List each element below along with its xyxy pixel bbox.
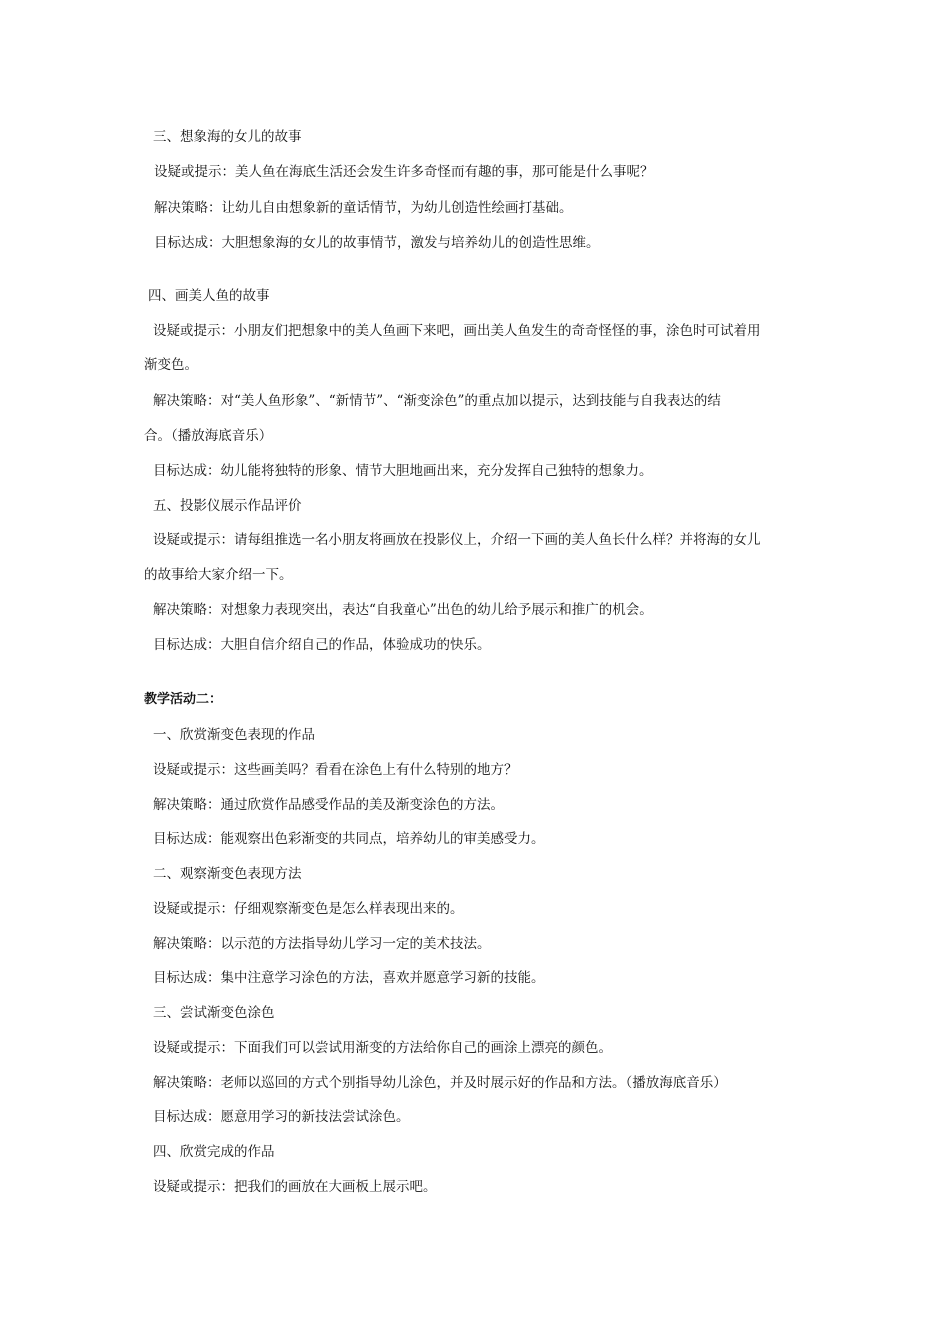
hint-text-continued: 渐变色。 (144, 357, 198, 373)
goal-text: 目标达成：愿意用学习的新技法尝试涂色。 (153, 1109, 410, 1125)
strategy-text: 解决策略：对“美人鱼形象”、“新情节”、“渐变涂色”的重点加以提示，达到技能与自我表达的结 (153, 393, 721, 409)
strategy-text: 解决策略：让幼儿自由想象新的童话情节，为幼儿创造性绘画打基础。 (154, 200, 573, 216)
activity-title: 教学活动二： (144, 692, 223, 707)
strategy-text: 解决策略：老师以巡回的方式个别指导幼儿涂色，并及时展示好的作品和方法。（播放海底音乐） (153, 1075, 727, 1091)
hint-text: 设疑或提示：小朋友们把想象中的美人鱼画下来吧，画出美人鱼发生的奇奇怪怪的事，涂色时可试着用 (153, 323, 761, 339)
section-heading: 二、观察渐变色表现方法 (153, 866, 302, 882)
section-heading: 五、投影仪展示作品评价 (153, 498, 302, 514)
hint-text-continued: 的故事给大家介绍一下。 (144, 567, 293, 583)
strategy-text-continued: 合。（播放海底音乐） (144, 428, 273, 444)
goal-text: 目标达成：幼儿能将独特的形象、情节大胆地画出来，充分发挥自己独特的想象力。 (153, 463, 653, 479)
section-heading: 四、画美人鱼的故事 (148, 288, 270, 304)
hint-text: 设疑或提示：仔细观察渐变色是怎么样表现出来的。 (153, 901, 464, 917)
goal-text: 目标达成：能观察出色彩渐变的共同点，培养幼儿的审美感受力。 (153, 831, 545, 847)
section-heading: 三、尝试渐变色涂色 (153, 1005, 275, 1021)
strategy-text: 解决策略：通过欣赏作品感受作品的美及渐变涂色的方法。 (153, 797, 504, 813)
hint-text: 设疑或提示：把我们的画放在大画板上展示吧。 (153, 1179, 437, 1195)
strategy-text: 解决策略：以示范的方法指导幼儿学习一定的美术技法。 (153, 936, 491, 952)
hint-text: 设疑或提示：请每组推选一名小朋友将画放在投影仪上，介绍一下画的美人鱼长什么样？并将海的女儿 (153, 532, 761, 548)
section-heading: 四、欣赏完成的作品 (153, 1144, 275, 1160)
goal-text: 目标达成：集中注意学习涂色的方法，喜欢并愿意学习新的技能。 (153, 970, 545, 986)
goal-text: 目标达成：大胆想象海的女儿的故事情节，激发与培养幼儿的创造性思维。 (154, 235, 600, 251)
section-heading: 一、欣赏渐变色表现的作品 (153, 727, 315, 743)
strategy-text: 解决策略：对想象力表现突出，表达“自我童心”出色的幼儿给予展示和推广的机会。 (153, 602, 653, 618)
goal-text: 目标达成：大胆自信介绍自己的作品，体验成功的快乐。 (153, 637, 491, 653)
section-heading: 三、想象海的女儿的故事 (153, 129, 302, 145)
hint-text: 设疑或提示：这些画美吗？看看在涂色上有什么特别的地方？ (153, 762, 518, 778)
hint-text: 设疑或提示：下面我们可以尝试用渐变的方法给你自己的画涂上漂亮的颜色。 (153, 1040, 612, 1056)
hint-text: 设疑或提示：美人鱼在海底生活还会发生许多奇怪而有趣的事，那可能是什么事呢？ (154, 164, 654, 180)
